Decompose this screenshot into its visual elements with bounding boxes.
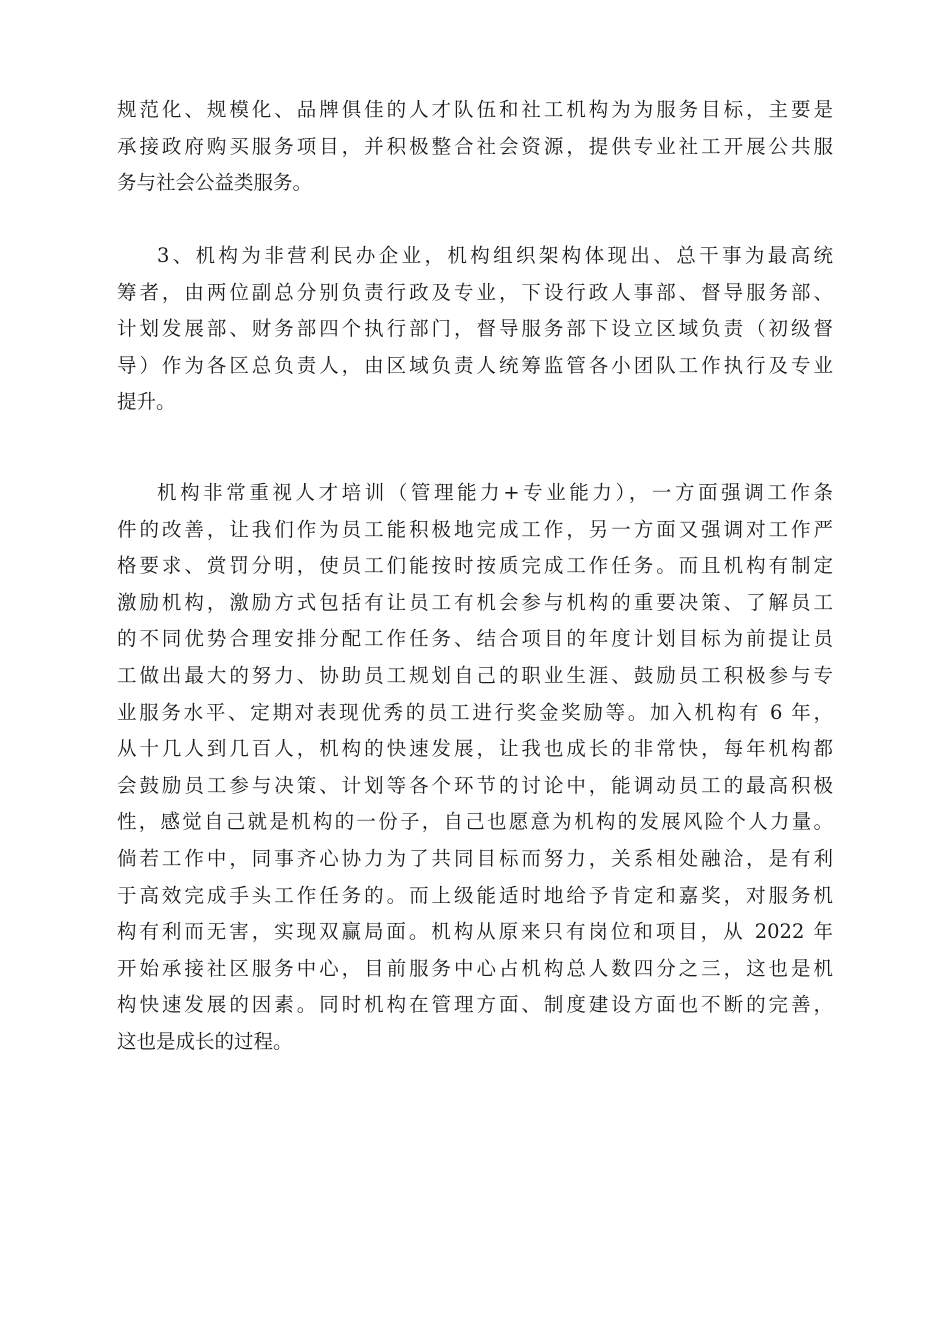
paragraph-service-goals — [117, 92, 833, 202]
text-line: 件的改善，让我们作为员工能积极地完成工作，另一方面又强调对工作严 — [117, 517, 833, 541]
text-line: 工做出最大的努力、协助员工规划自己的职业生涯、鼓励员工积极参与专 — [117, 663, 833, 687]
text-line: 规范化、规模化、品牌俱佳的人才队伍和社工机构为为服务目标，主要是 — [117, 98, 833, 121]
text-line: 3、机构为非营利民办企业，机构组织架构体现出、总干事为最高统 — [157, 244, 833, 267]
text-line: 会鼓励员工参与决策、计划等各个环节的讨论中，能调动员工的最高积极 — [117, 773, 833, 797]
text-line: 构有利而无害，实现双赢局面。机构从原来只有岗位和项目，从 2022 年 — [117, 920, 833, 944]
text-line: 承接政府购买服务项目，并积极整合社会资源，提供专业社工开展公共服 — [117, 134, 833, 158]
text-line: 务与社会公益类服务。 — [117, 171, 313, 195]
text-line: 这也是成长的过程。 — [117, 1029, 293, 1053]
paragraph-talent-training — [117, 475, 833, 1061]
text-line: 业服务水平、定期对表现优秀的员工进行奖金奖励等。加入机构有 6 年， — [117, 700, 833, 724]
text-line: 于高效完成手头工作任务的。而上级能适时地给予肯定和嘉奖，对服务机 — [117, 883, 833, 907]
text-line: 倘若工作中，同事齐心协力为了共同目标而努力，关系相处融洽，是有利 — [117, 846, 833, 870]
text-line: 导）作为各区总负责人，由区域负责人统筹监管各小团队工作执行及专业 — [117, 353, 833, 377]
paragraph-org-structure — [117, 238, 833, 421]
text-line: 提升。 — [117, 390, 176, 414]
text-line: 计划发展部、财务部四个执行部门，督导服务部下设立区域负责（初级督 — [117, 317, 833, 341]
text-line: 从十几人到几百人，机构的快速发展，让我也成长的非常快，每年机构都 — [117, 737, 833, 761]
text-line: 格要求、赏罚分明，使员工们能按时按质完成工作任务。而且机构有制定 — [117, 554, 833, 578]
text-line: 激励机构，激励方式包括有让员工有机会参与机构的重要决策、了解员工 — [117, 590, 833, 614]
text-line: 机构非常重视人才培训（管理能力+专业能力），一方面强调工作条 — [157, 481, 833, 504]
text-line: 的不同优势合理安排分配工作任务、结合项目的年度计划目标为前提让员 — [117, 627, 833, 651]
text-line: 筹者，由两位副总分别负责行政及专业，下设行政人事部、督导服务部、 — [117, 280, 833, 304]
text-line: 性，感觉自己就是机构的一份子，自己也愿意为机构的发展风险个人力量。 — [117, 810, 833, 834]
text-line: 构快速发展的因素。同时机构在管理方面、制度建设方面也不断的完善， — [117, 993, 833, 1017]
text-line: 开始承接社区服务中心，目前服务中心占机构总人数四分之三，这也是机 — [117, 956, 833, 980]
